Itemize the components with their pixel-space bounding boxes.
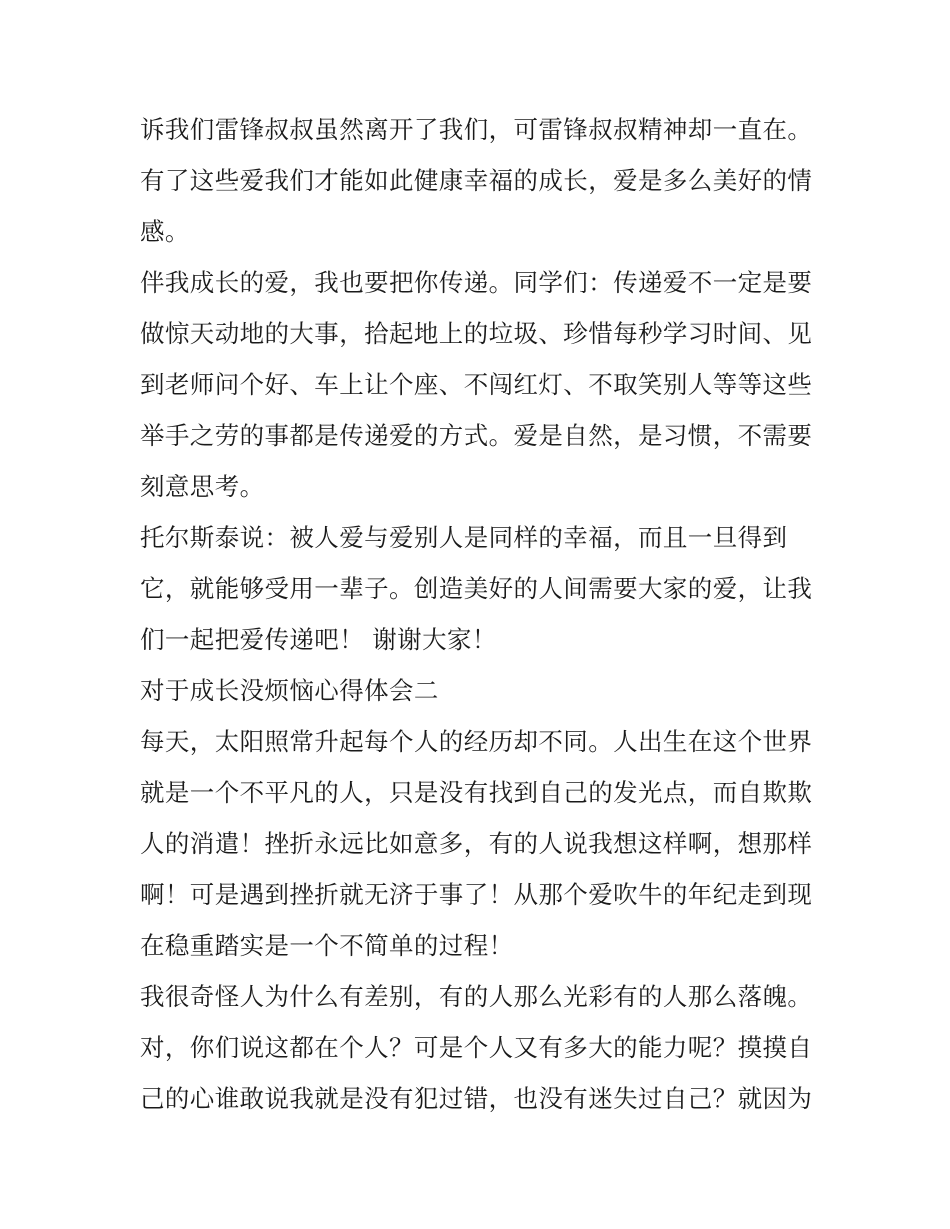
text-line: 伴我成长的爱，我也要把你传递。同学们：传递爱不一定是要 (140, 268, 813, 297)
text-line: 每天，太阳照常升起每个人的经历却不同。人出生在这个世界 (140, 727, 813, 756)
text-line: 感。 (140, 217, 190, 246)
text-line: 在稳重踏实是一个不简单的过程！ (140, 931, 514, 960)
text-line: 啊！可是遇到挫折就无济于事了！从那个爱吹牛的年纪走到现 (140, 880, 813, 909)
section-heading: 对于成长没烦恼心得体会二 (140, 676, 439, 705)
text-line: 就是一个不平凡的人，只是没有找到自己的发光点，而自欺欺 (140, 778, 813, 807)
text-line: 有了这些爱我们才能如此健康幸福的成长，爱是多么美好的情 (140, 166, 813, 195)
text-line: 举手之劳的事都是传递爱的方式。爱是自然，是习惯，不需要 (140, 421, 813, 450)
text-line: 们一起把爱传递吧！ 谢谢大家！ (140, 625, 497, 654)
text-line: 对，你们说这都在个人？可是个人又有多大的能力呢？摸摸自 (140, 1033, 813, 1062)
text-line: 人的消遣！挫折永远比如意多，有的人说我想这样啊，想那样 (140, 829, 813, 858)
document-body (140, 104, 830, 1124)
text-line: 托尔斯泰说：被人爱与爱别人是同样的幸福，而且一旦得到 (140, 523, 788, 552)
text-line: 它，就能够受用一辈子。创造美好的人间需要大家的爱，让我 (140, 574, 813, 603)
text-line: 做惊天动地的大事，拾起地上的垃圾、珍惜每秒学习时间、见 (140, 319, 813, 348)
text-line: 刻意思考。 (140, 472, 265, 501)
text-line: 到老师问个好、车上让个座、不闯红灯、不取笑别人等等这些 (140, 370, 813, 399)
text-line: 我很奇怪人为什么有差别，有的人那么光彩有的人那么落魄。 (140, 982, 813, 1011)
text-line: 己的心谁敢说我就是没有犯过错，也没有迷失过自己？就因为 (140, 1084, 813, 1113)
text-line: 诉我们雷锋叔叔虽然离开了我们，可雷锋叔叔精神却一直在。 (140, 115, 813, 144)
